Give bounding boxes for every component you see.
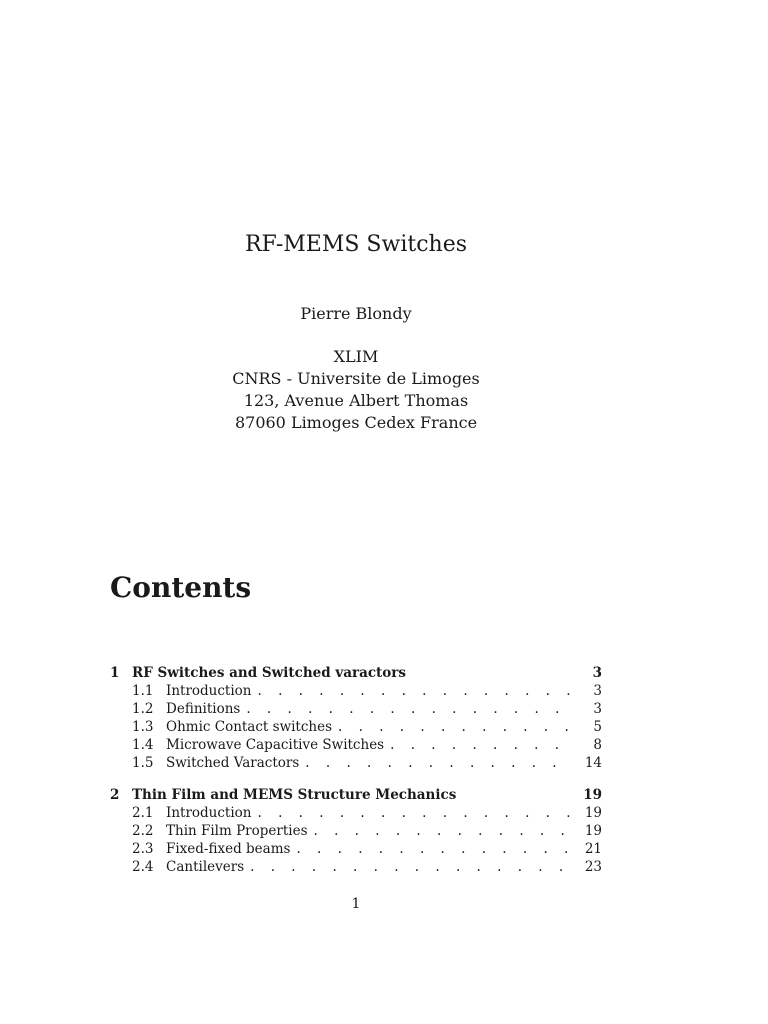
toc-chapter[interactable]: [110, 786, 602, 804]
contents-heading: Contents: [110, 571, 252, 604]
toc-chapter[interactable]: [110, 664, 602, 682]
toc-section-number: 1.1: [132, 683, 154, 699]
toc-section[interactable]: [110, 718, 602, 736]
affiliation-block: [0, 346, 712, 434]
toc-section-page: 3: [593, 683, 602, 699]
toc-section-page: 3: [593, 701, 602, 717]
table-of-contents: [110, 664, 602, 876]
toc-chapter-number: 1: [110, 665, 120, 681]
toc-leader-dots: [250, 858, 572, 876]
toc-chapter-number: 2: [110, 787, 120, 803]
toc-section-title: Introduction: [166, 683, 252, 699]
toc-section-page: 21: [584, 841, 602, 857]
toc-section-number: 1.4: [132, 737, 154, 753]
toc-section-title: Ohmic Contact switches: [166, 719, 333, 735]
toc-chapter-title: Thin Film and MEMS Structure Mechanics: [132, 787, 457, 803]
affiliation-line: CNRS - Universite de Limoges: [232, 369, 480, 388]
toc-leader-dots: [305, 754, 572, 772]
toc-section-number: 2.1: [132, 805, 154, 821]
affiliation-line: 123, Avenue Albert Thomas: [243, 391, 469, 410]
toc-section-title: Definitions: [166, 701, 241, 717]
toc-section[interactable]: [110, 754, 602, 772]
toc-section-title: Introduction: [166, 805, 252, 821]
toc-section-number: 1.2: [132, 701, 154, 717]
toc-section-title: Switched Varactors: [166, 755, 300, 771]
toc-chapter-page: 19: [583, 787, 602, 803]
toc-section[interactable]: [110, 682, 602, 700]
toc-section-page: 19: [584, 823, 602, 839]
toc-section-title: Thin Film Properties: [166, 823, 308, 839]
page-number: 1: [351, 896, 361, 912]
toc-leader-dots: [246, 700, 572, 718]
toc-section[interactable]: [110, 736, 602, 754]
toc-section[interactable]: [110, 700, 602, 718]
document-title: RF-MEMS Switches: [244, 232, 468, 257]
toc-section-number: 2.3: [132, 841, 154, 857]
author-name: Pierre Blondy: [300, 304, 412, 323]
toc-section-page: 5: [593, 719, 602, 735]
toc-section-number: 1.5: [132, 755, 154, 771]
toc-chapter-spacer: [110, 772, 602, 786]
toc-section-number: 2.2: [132, 823, 154, 839]
affiliation-line: XLIM: [333, 347, 379, 366]
toc-leader-dots: [258, 682, 573, 700]
toc-section-page: 14: [584, 755, 602, 771]
toc-section[interactable]: [110, 840, 602, 858]
toc-section[interactable]: [110, 822, 602, 840]
toc-leader-dots: [314, 822, 572, 840]
toc-section-page: 19: [584, 805, 602, 821]
toc-leader-dots: [258, 804, 573, 822]
toc-leader-dots: [338, 718, 572, 736]
toc-section-title: Fixed-fixed beams: [166, 841, 291, 857]
toc-section-title: Cantilevers: [166, 859, 245, 875]
toc-chapter-page: 3: [592, 665, 602, 681]
toc-section-page: 8: [593, 737, 602, 753]
toc-section[interactable]: [110, 858, 602, 876]
affiliation-line: 87060 Limoges Cedex France: [234, 413, 478, 432]
toc-section-page: 23: [584, 859, 602, 875]
toc-section-number: 2.4: [132, 859, 154, 875]
toc-section-number: 1.3: [132, 719, 154, 735]
toc-leader-dots: [390, 736, 572, 754]
toc-section[interactable]: [110, 804, 602, 822]
toc-leader-dots: [296, 840, 572, 858]
toc-chapter-title: RF Switches and Switched varactors: [132, 665, 406, 681]
toc-section-title: Microwave Capacitive Switches: [166, 737, 385, 753]
